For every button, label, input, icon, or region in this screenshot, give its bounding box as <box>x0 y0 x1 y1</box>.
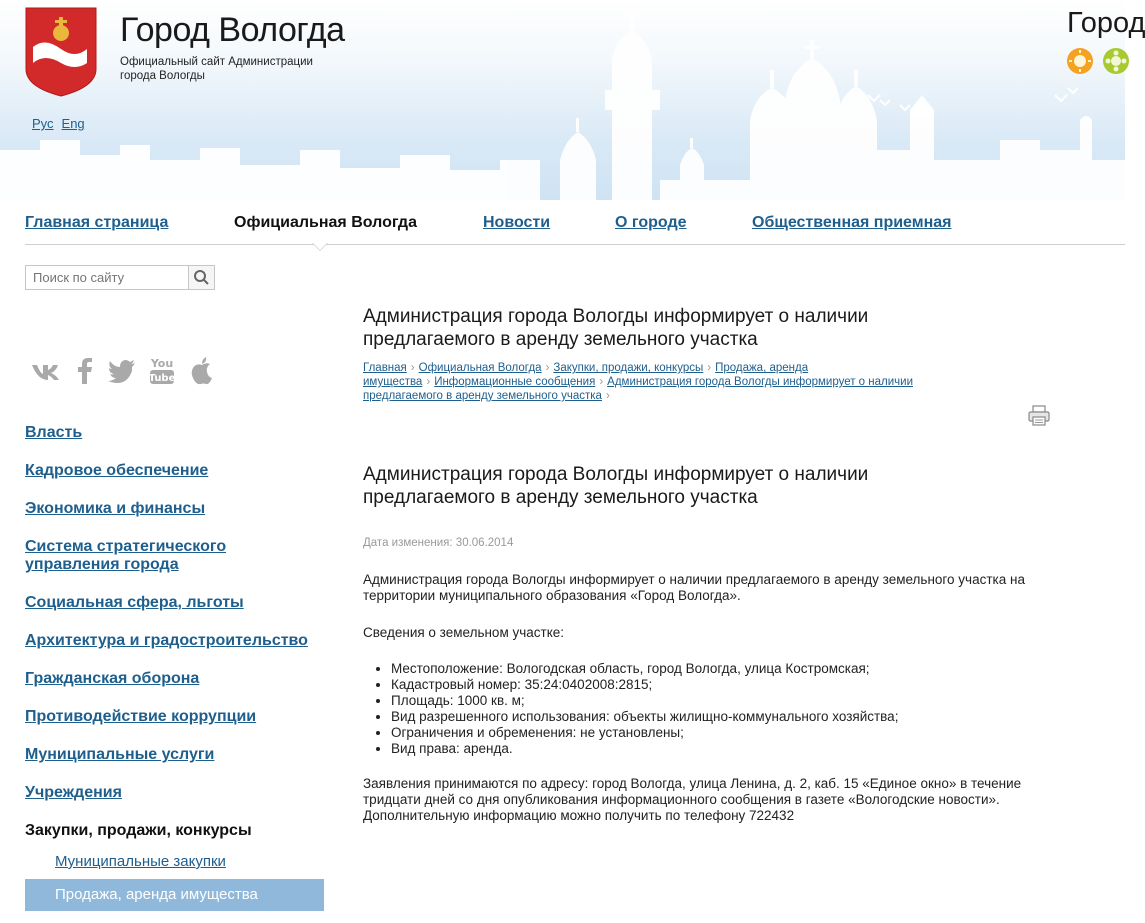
svg-text:You: You <box>150 357 174 370</box>
submenu-item-property-sale-rent[interactable] <box>25 879 324 911</box>
site-title: Город Вологда <box>120 11 345 49</box>
plot-details-list <box>363 661 1041 757</box>
breadcrumb-item[interactable]: Официальная Вологда <box>418 362 542 374</box>
coat-of-arms-icon <box>25 7 97 97</box>
flower-icon[interactable] <box>1102 47 1130 75</box>
breadcrumb-item[interactable]: Закупки, продажи, конкурсы <box>553 362 704 374</box>
article-title: Администрация города Вологды информирует о наличии предлагаемого в аренду земельного участка <box>363 464 869 508</box>
breadcrumb-separator: › <box>707 362 712 374</box>
article-paragraph: Заявления принимаются по адресу: город Вологда, улица Ленина, д. 2, каб. 15 «Единое окно» в течение тридцати дней со дня опубликования информационного сообщения в газете «Вологодские новости». Дополнительную информацию можно получить по телефону 722432 <box>363 776 1022 823</box>
menu-item-civil-defense[interactable]: Гражданская оборона <box>25 670 200 687</box>
menu-item-anti-corruption[interactable]: Противодействие коррупции <box>25 708 257 725</box>
submenu-item-municipal-procurement[interactable]: Муниципальные закупки <box>55 853 226 870</box>
youtube-icon[interactable] <box>148 355 176 387</box>
breadcrumb-separator: › <box>599 376 604 388</box>
page-title: Администрация города Вологды информирует о наличии предлагаемого в аренду земельного участка <box>363 306 869 350</box>
nav-about-city[interactable]: О городе <box>615 214 687 231</box>
menu-item-architecture[interactable]: Архитектура и градостроительство <box>25 632 308 649</box>
submenu-item-label: Продажа, аренда имущества <box>55 886 258 903</box>
lang-en-link[interactable]: Eng <box>61 116 85 131</box>
main-navigation <box>25 214 1125 245</box>
breadcrumb-item[interactable]: Главная <box>363 362 407 374</box>
svg-text:Tube: Tube <box>148 373 176 384</box>
search-button[interactable] <box>188 266 214 289</box>
menu-item-staffing[interactable]: Кадровое обеспечение <box>25 462 209 479</box>
facebook-icon[interactable] <box>73 355 97 387</box>
sun-icon[interactable] <box>1066 47 1094 75</box>
site-subtitle: Официальный сайт Администрации города Вологды <box>120 56 313 82</box>
nav-official-vologda[interactable]: Официальная Вологда <box>234 214 417 231</box>
breadcrumb-separator: › <box>426 376 431 388</box>
list-item: • Вид разрешенного использования: объекты жилищно-коммунального хозяйства; <box>391 709 1041 725</box>
print-icon[interactable] <box>1028 405 1050 427</box>
menu-item-social-sphere[interactable]: Социальная сфера, льготы <box>25 594 244 611</box>
modified-date: Дата изменения: 30.06.2014 <box>363 537 514 549</box>
site-search <box>25 265 215 290</box>
list-item: • Вид права: аренда. <box>391 741 1041 757</box>
menu-item-economy-finance[interactable]: Экономика и финансы <box>25 500 206 517</box>
twitter-icon[interactable] <box>106 355 138 387</box>
list-item: • Кадастровый номер: 35:24:0402008:2815; <box>391 677 1041 693</box>
breadcrumb-separator: › <box>410 362 415 374</box>
menu-item-institutions[interactable]: Учреждения <box>25 784 122 801</box>
nav-news[interactable]: Новости <box>483 214 551 231</box>
article-paragraph: Администрация города Вологды информирует о наличии предлагаемого в аренду земельного участка на территории муниципального образования «Город Вологда». <box>363 572 1025 603</box>
menu-item-procurement[interactable]: Закупки, продажи, конкурсы <box>25 822 252 839</box>
language-switcher <box>32 116 93 131</box>
vk-icon[interactable] <box>30 355 62 387</box>
breadcrumb-separator: › <box>545 362 550 374</box>
list-item: • Площадь: 1000 кв. м; <box>391 693 1041 709</box>
menu-item-strategic-management[interactable]: Система стратегического управления города <box>25 538 227 573</box>
list-item: • Местоположение: Вологодская область, город Вологда, улица Костромская; <box>391 661 1041 677</box>
breadcrumb-item[interactable]: Администрация города Вологды информирует о наличии предлагаемого в аренду земельного участка <box>363 376 913 402</box>
search-icon <box>189 266 213 288</box>
breadcrumb-item[interactable]: Информационные сообщения <box>434 376 596 388</box>
breadcrumb <box>363 361 963 403</box>
breadcrumb-separator: › <box>605 390 610 402</box>
breadcrumb-item[interactable]: Продажа, аренда имущества <box>363 362 809 388</box>
lang-ru-link[interactable]: Рус <box>32 116 54 131</box>
corner-banner-title[interactable]: Город <box>1067 7 1145 39</box>
menu-item-municipal-services[interactable]: Муниципальные услуги <box>25 746 215 763</box>
search-input[interactable] <box>26 266 188 289</box>
nav-home[interactable]: Главная страница <box>25 214 169 231</box>
list-item: • Ограничения и обременения: не установлены; <box>391 725 1041 741</box>
site-header <box>0 0 1145 200</box>
nav-active-indicator-inner <box>313 243 327 250</box>
apple-icon[interactable] <box>188 355 216 387</box>
nav-public-reception[interactable]: Общественная приемная <box>752 214 952 231</box>
menu-item-power[interactable]: Власть <box>25 424 83 441</box>
article-paragraph: Сведения о земельном участке: <box>363 625 565 640</box>
